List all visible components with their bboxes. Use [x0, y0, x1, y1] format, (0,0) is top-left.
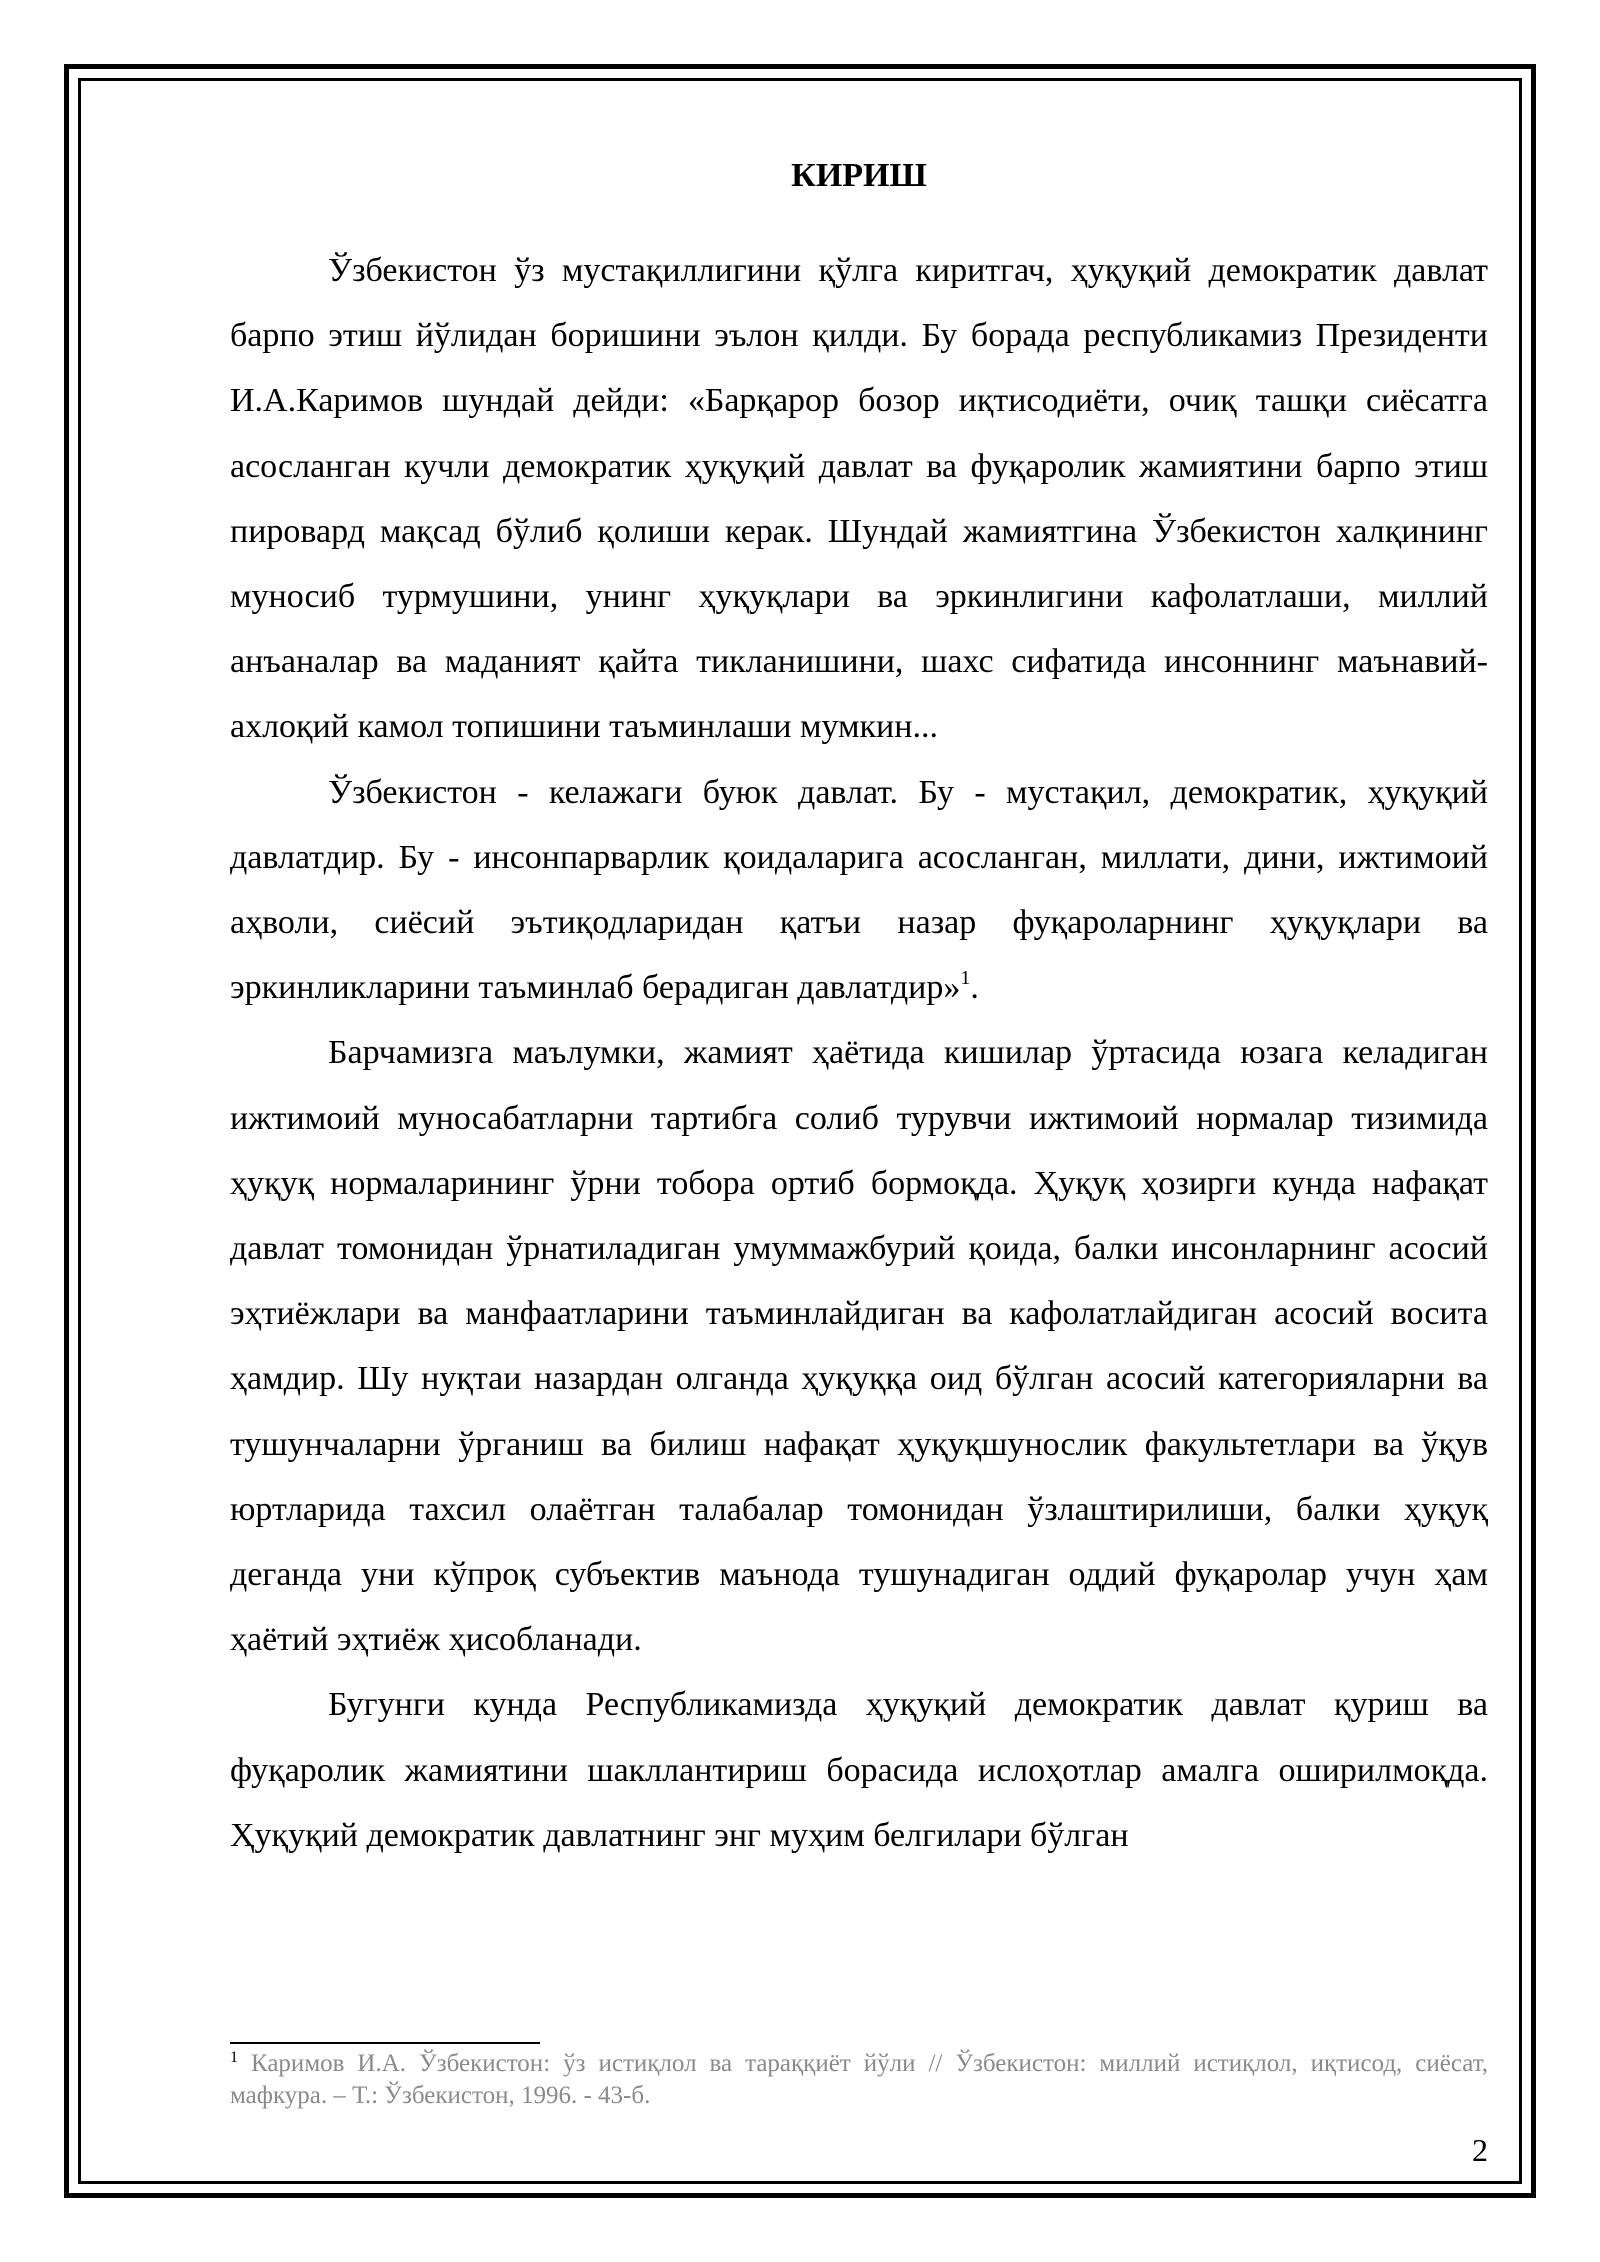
footnote — [230, 2048, 1488, 2112]
paragraph-3: Барчамизга маълумки, жамият ҳаётида кишилар ўртасида юзага келадиган ижтимоий муносабатларни тартибга солиб турувчи ижтимоий нормалар тизимида ҳуқуқ нормаларининг ўрни тобора ортиб бормоқда. Ҳуқуқ ҳозирги кунда нафақат давлат томонидан ўрнатиладиган умуммажбурий қоида, балки инсонларнинг асосий эҳтиёжлари ва манфаатларини таъминлайдиган ва кафолатлайдиган асосий восита ҳамдир. Шу нуқтаи назардан олганда ҳуқуққа оид бўлган асосий категорияларни ва тушунчаларни ўрганиш ва билиш нафақат ҳуқуқшунослик факультетлари ва ўқув юртларида тахсил олаётган талабалар томонидан ўзлаштирилиши, балки ҳуқуқ деганда уни кўпроқ субъектив маънода тушунадиган оддий фуқаролар учун ҳам ҳаётий эҳтиёж ҳисобланади. — [230, 1034, 1488, 1659]
paragraph-2 — [230, 760, 1488, 1021]
paragraph-2-tail: . — [970, 969, 979, 1007]
footnote-marker: 1 — [230, 2049, 238, 2066]
paragraph-2-text: Ўзбекистон - келажаги буюк давлат. Бу - мустақил, демократик, ҳуқуқий давлатдир. Бу - инсонпарварлик қоидаларига асосланган, миллати, дини, ижтимоий аҳволи, сиёсий эътиқодларидан қатъи назар фуқароларнинг ҳуқуқлари ва эркинликларини таъминлаб берадиган давлатдир» — [230, 773, 1488, 1007]
paragraph-4: Бугунги кунда Республикамизда ҳуқуқий демократик давлат қуриш ва фуқаролик жамиятини шакллантириш борасида ислоҳотлар амалга оширилмоқда. Ҳуқуқий демократик давлатнинг энг муҳим белгилари бўлган — [230, 1686, 1488, 1854]
footnote-text: Каримов И.А. Ўзбекистон: ўз истиқлол ва тараққиёт йўли // Ўзбекистон: миллий истиқлол, иқтисод, сиёсат, мафкура. – Т.: Ўзбекистон, 1996. - 43-б. — [230, 2050, 1488, 2109]
page-number: 2 — [1472, 2132, 1488, 2168]
document-page — [230, 146, 1488, 1868]
page-title: КИРИШ — [791, 157, 927, 194]
footnote-separator — [230, 2042, 540, 2044]
paragraph-1: Ўзбекистон ўз мустақиллигини қўлга киритгач, ҳуқуқий демократик давлат барпо этиш йўлидан боришини эълон қилди. Бу борада республикамиз Президенти И.А.Каримов шундай дейди: «Барқарор бозор иқтисодиёти, очиқ ташқи сиёсатга асосланган кучли демократик ҳуқуқий давлат ва фуқаролик жамиятини барпо этиш пировард мақсад бўлиб қолиши керак. Шундай жамиятгина Ўзбекистон халқининг муносиб турмушини, унинг ҳуқуқлари ва эркинлигини кафолатлаши, миллий анъаналар ва маданият қайта тикланишини, шахс сифатида инсоннинг маънавий-ахлоқий камол топишини таъминлаши мумкин... — [230, 252, 1488, 746]
footnote-reference[interactable]: 1 — [960, 967, 971, 990]
